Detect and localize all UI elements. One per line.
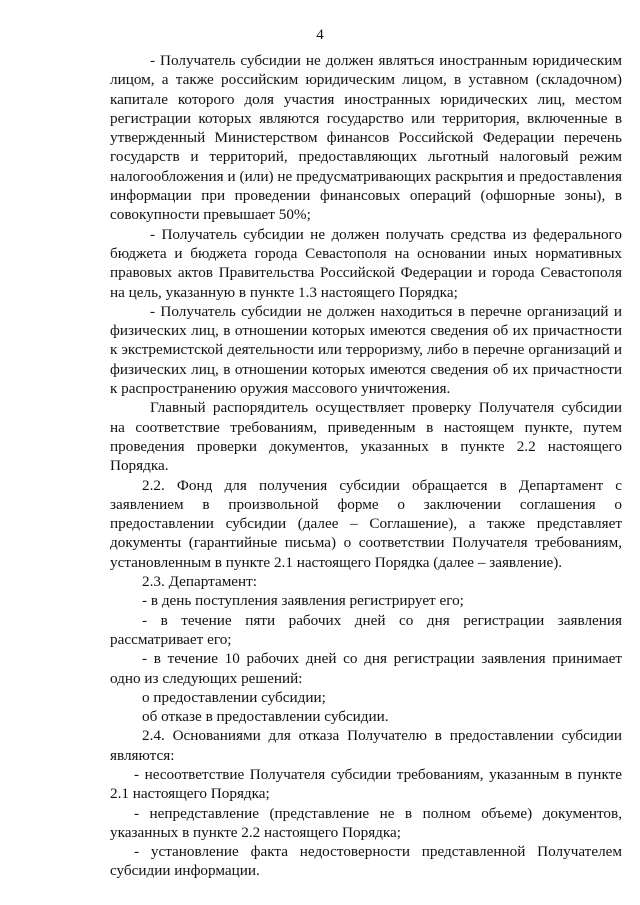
paragraph-2-4: 2.4. Основаниями для отказа Получателю в предоставлении субсидии являются: xyxy=(110,727,622,764)
decision-option-grant: о предоставлении субсидии; xyxy=(142,688,326,706)
list-item-false-information: - установление факта недостоверности представленной Получателем субсидии информации. xyxy=(110,843,622,880)
list-item-decision: - в течение 10 рабочих дней со дня регистрации заявления принимает одно из следующих решений: xyxy=(110,650,622,687)
paragraph-verification: Главный распорядитель осуществляет проверку Получателя субсидии на соответствие требованиям, приведенным в настоящем пункте, путем проведения проверки документов, указанных в пункте 2.2 настоящего Порядка. xyxy=(110,399,622,475)
list-item-noncompliance: - несоответствие Получателя субсидии требованиям, указанным в пункте 2.1 настоящего Порядка; xyxy=(110,765,622,803)
paragraph-2-2: 2.2. Фонд для получения субсидии обращается в Департамент с заявлением в произвольной форме о заключении соглашения о предоставлении субсидии (далее – Соглашение), а также представляет документы (гарантийные письма) о соответствии Получателя требованиям, установленным в пункте 2.1 настоящего Порядка (далее – заявление). xyxy=(110,476,622,571)
list-item-register: - в день поступления заявления регистрирует его; xyxy=(142,592,464,610)
page-number: 4 xyxy=(316,27,324,43)
paragraph-no-budget-funds: - Получатель субсидии не должен получать средства из федерального бюджета и бюджета города Севастополя на основании иных нормативных правовых актов Правительства Российской Федерации и города Севастополя на цель, указанную в пункте 1.3 настоящего Порядка; xyxy=(110,225,622,301)
decision-option-refuse: об отказе в предоставлении субсидии. xyxy=(142,708,389,726)
paragraph-foreign-entity: - Получатель субсидии не должен являться иностранным юридическим лицом, а также российским юридическим лицом, в уставном (складочном) капитале которого доля участия иностранных юридических лиц, местом регистрации которых являются государство или территория, включенные в утвержденный Министерством финансов Российской Федерации перечень государств и территорий, предоставляющих льготный налоговый режим налогообложения и (или) не предусматривающих раскрытия и предоставления информации при проведении финансовых операций (офшорные зоны), в совокупности превышает 50%; xyxy=(110,52,622,224)
paragraph-2-3-heading: 2.3. Департамент: xyxy=(142,573,258,591)
paragraph-extremism-list: - Получатель субсидии не должен находиться в перечне организаций и физических лиц, в отношении которых имеются сведения об их причастности к экстремистской деятельности или терроризму, либо в перечне организаций и физических лиц, в отношении которых имеются сведения об их причастности к распространению оружия массового уничтожения. xyxy=(110,302,622,398)
list-item-review: - в течение пяти рабочих дней со дня регистрации заявления рассматривает его; xyxy=(110,611,622,648)
list-item-missing-documents: - непредставление (представление не в полном объеме) документов, указанных в пункте 2.2 настоящего Порядка; xyxy=(110,804,622,841)
document-body xyxy=(110,51,622,881)
